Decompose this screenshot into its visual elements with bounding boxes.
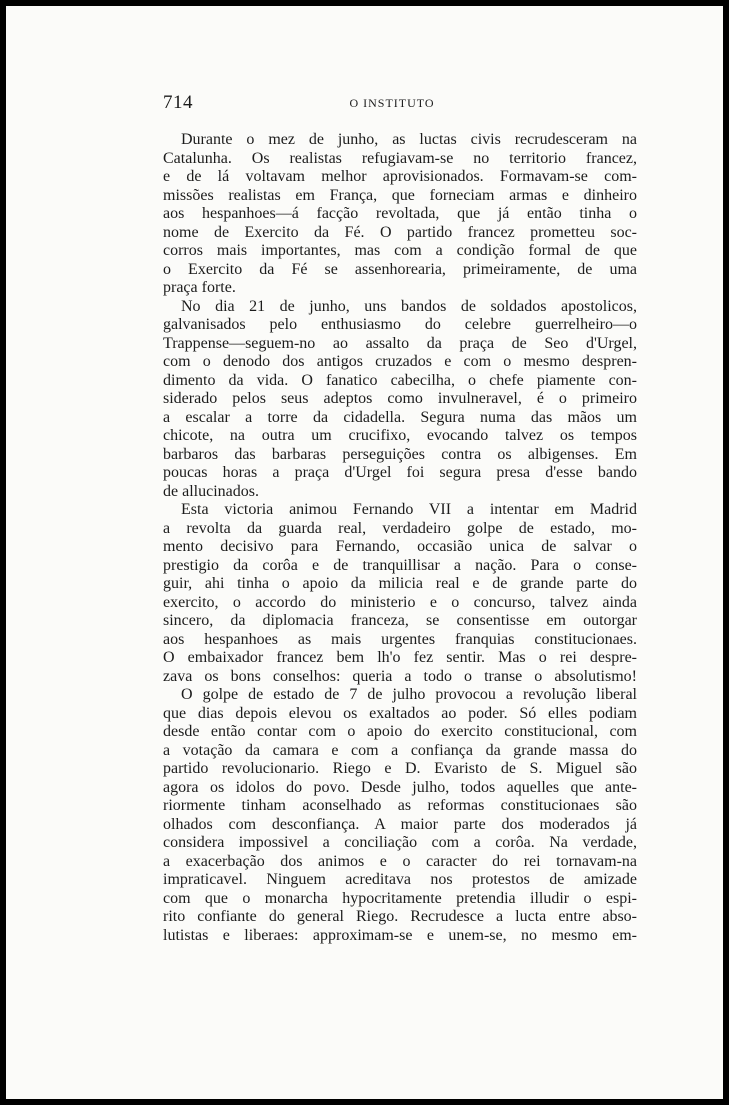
text-line: praça forte. (163, 279, 236, 296)
text-line: galvanisados pelo enthusiasmo do celebre guerrelheiro—o (163, 316, 637, 333)
text-line: guir, ahi tinha o apoio da milicia real e de grande parte do (163, 575, 637, 592)
text-line: O embaixador francez bem lh'o fez sentir. Mas o rei despre- (163, 649, 637, 666)
text-line: missões realistas em França, que forneciam armas e dinheiro (163, 186, 637, 204)
text-line: que dias depois elevou os exaltados ao poder. Só elles podiam (163, 704, 637, 722)
text-line: agora os idolos do povo. Desde julho, todos aquelles que ante- (163, 778, 637, 796)
text-line: impraticavel. Ninguem acreditava nos protestos de amizade (163, 871, 637, 888)
text-line: Catalunha. Os realistas refugiavam-se no territorio francez, (163, 149, 637, 167)
paragraph-4 (163, 686, 637, 945)
text-line: Trappense—seguem-no ao assalto da praça de Seo d'Urgel, (163, 334, 637, 352)
text-line: corros mais importantes, mas com a condição formal de que (163, 242, 637, 259)
paragraph-1 (163, 131, 637, 298)
running-head (163, 92, 621, 118)
journal-title: O INSTITUTO (349, 96, 435, 110)
text-line: riormente tinham aconselhado as reformas constitucionaes são (163, 797, 637, 814)
text-line: de allucinados. (163, 482, 259, 500)
text-line: a votação da camara e com a confiança da grande massa do (163, 741, 637, 759)
text-line: Durante o mez de junho, as luctas civis recrudesceram na (181, 131, 637, 148)
text-line: nome de Exercito da Fé. O partido francez prometteu soc- (163, 223, 637, 241)
text-line: olhados com desconfiança. A maior parte dos moderados já (163, 815, 637, 833)
body-text (163, 131, 637, 945)
text-line: No dia 21 de junho, uns bandos de soldados apostolicos, (181, 297, 637, 315)
text-line: prestigio da corôa e de tranquillisar a nação. Para o conse- (163, 556, 637, 574)
text-line: partido revolucionario. Riego e D. Evaristo de S. Miguel são (163, 760, 637, 777)
text-line: aos hespanhoes—á facção revoltada, que já então tinha o (163, 205, 637, 222)
text-line: a revolta da guarda real, verdadeiro golpe de estado, mo- (163, 519, 637, 537)
text-line: com o denodo dos antigos cruzados e com o mesmo despren- (163, 353, 637, 370)
paragraph-3 (163, 501, 637, 686)
paragraph-2 (163, 298, 637, 502)
page-number: 714 (163, 92, 193, 113)
text-line: considera impossivel a conciliação com a corôa. Na verdade, (163, 834, 637, 851)
text-line: siderado pelos seus adeptos como invulneravel, é o primeiro (163, 390, 637, 407)
text-line: dimento da vida. O fanatico cabecilha, o chefe piamente con- (163, 371, 637, 389)
text-line: a escalar a torre da cidadella. Segura numa das mãos um (163, 408, 637, 426)
text-line: e de lá voltavam melhor aprovisionados. Formavam-se com- (163, 168, 637, 185)
book-page (6, 6, 723, 1099)
text-line: o Exercito da Fé se assenhorearia, primeiramente, de uma (163, 260, 637, 278)
text-line: a exacerbação dos animos e o caracter do rei tornavam-na (163, 852, 637, 870)
text-line: exercito, o accordo do ministerio e o concurso, talvez ainda (163, 593, 637, 611)
text-line: rito confiante do general Riego. Recrudesce a lucta entre abso- (163, 908, 637, 925)
text-line: com que o monarcha hypocritamente pretendia illudir o espi- (163, 889, 637, 907)
text-line: aos hespanhoes as mais urgentes franquias constitucionaes. (163, 630, 637, 648)
text-line: barbaros das barbaras perseguições contra os albigenses. Em (163, 445, 637, 463)
text-line: Esta victoria animou Fernando VII a intentar em Madrid (181, 501, 637, 518)
text-line: poucas horas a praça d'Urgel foi segura presa d'esse bando (163, 464, 637, 481)
text-line: zava os bons conselhos: queria a todo o transe o absolutismo! (163, 667, 637, 685)
text-line: mento decisivo para Fernando, occasião unica de salvar o (163, 538, 637, 555)
text-line: sincero, da diplomacia franceza, se consentisse em outorgar (163, 612, 637, 629)
text-line: lutistas e liberaes: approximam-se e unem-se, no mesmo em- (163, 926, 637, 944)
text-line: chicote, na outra um crucifixo, evocando talvez os tempos (163, 427, 637, 444)
text-line: O golpe de estado de 7 de julho provocou a revolução liberal (181, 686, 637, 703)
text-line: desde então contar com o apoio do exercito constitucional, com (163, 723, 637, 740)
